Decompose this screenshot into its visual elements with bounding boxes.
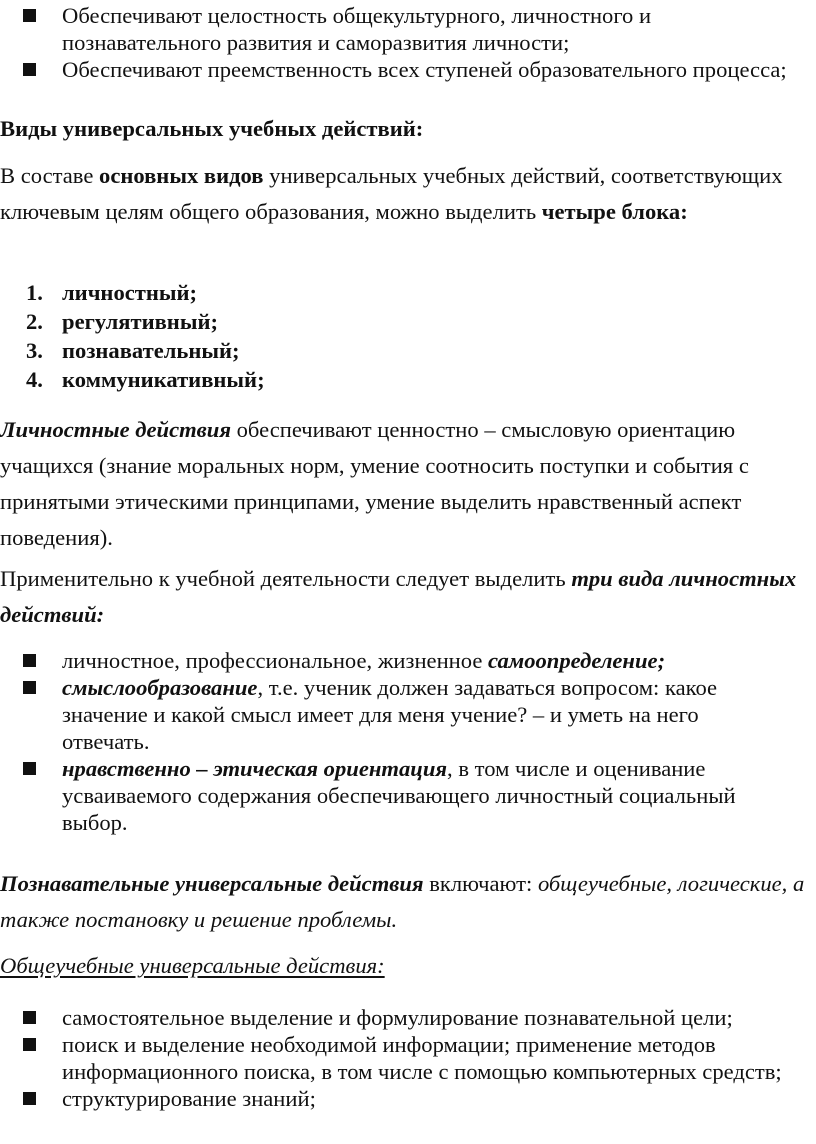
square-bullet-icon [23,9,36,22]
list-item: 4. коммуникативный; [26,367,265,392]
personal-actions-paragraph: Личностные действия обеспечивают ценностно – смысловую ориентацию учащихся (знание моральных норм, умение соотносить поступки и события с принятыми этическими принципами, умение выделить нравственный аспект поведения). [0,417,749,550]
list-item: Обеспечивают целостность общекультурного, личностного и познавательного развития и саморазвития личности; [0,2,790,56]
square-bullet-icon [23,63,36,76]
blocks-numbered-list [0,278,700,394]
list-item: нравственно – этическая ориентация, в том числе и оценивание усваиваемого содержания обеспечивающего личностный социальный выбор. [0,755,790,836]
square-bullet-icon [23,654,36,667]
list-item: личностное, профессиональное, жизненное самоопределение; [0,647,790,674]
list-item: поиск и выделение необходимой информации; применение методов информационного поиска, в том числе с помощью компьютерных средств; [0,1031,790,1085]
square-bullet-icon [23,681,36,694]
list-item: Обеспечивают преемственность всех ступеней образовательного процесса; [0,56,790,83]
list-item: 1. личностный; [26,280,198,305]
list-item: самостоятельное выделение и формулирование познавательной цели; [0,1004,790,1031]
list-item: 2. регулятивный; [26,309,219,334]
square-bullet-icon [23,1011,36,1024]
square-bullet-icon [23,1092,36,1105]
square-bullet-icon [23,762,36,775]
intro-paragraph: В составе основных видов универсальных учебных действий, соответствующих ключевым целям общего образования, можно выделить четыре блока: [0,163,783,224]
personal-actions-list [0,647,790,836]
section-heading: Виды универсальных учебных действий: [0,116,424,141]
cognitive-actions-paragraph: Познавательные универсальные действия включают: общеучебные, логические, а также постановку и решение проблемы. [0,871,805,932]
square-bullet-icon [23,1038,36,1051]
general-actions-heading: Общеучебные универсальные действия: [0,953,385,978]
top-bullet-list [0,2,790,83]
general-actions-list [0,1004,790,1112]
list-item: смыслообразование, т.е. ученик должен задаваться вопросом: какое значение и какой смысл имеет для меня учение? – и уметь на него отвечать. [0,674,790,755]
list-item: 3. познавательный; [26,338,240,363]
list-item: структурирование знаний; [0,1085,790,1112]
three-types-paragraph: Применительно к учебной деятельности следует выделить три вида личностных действий: [0,566,797,627]
